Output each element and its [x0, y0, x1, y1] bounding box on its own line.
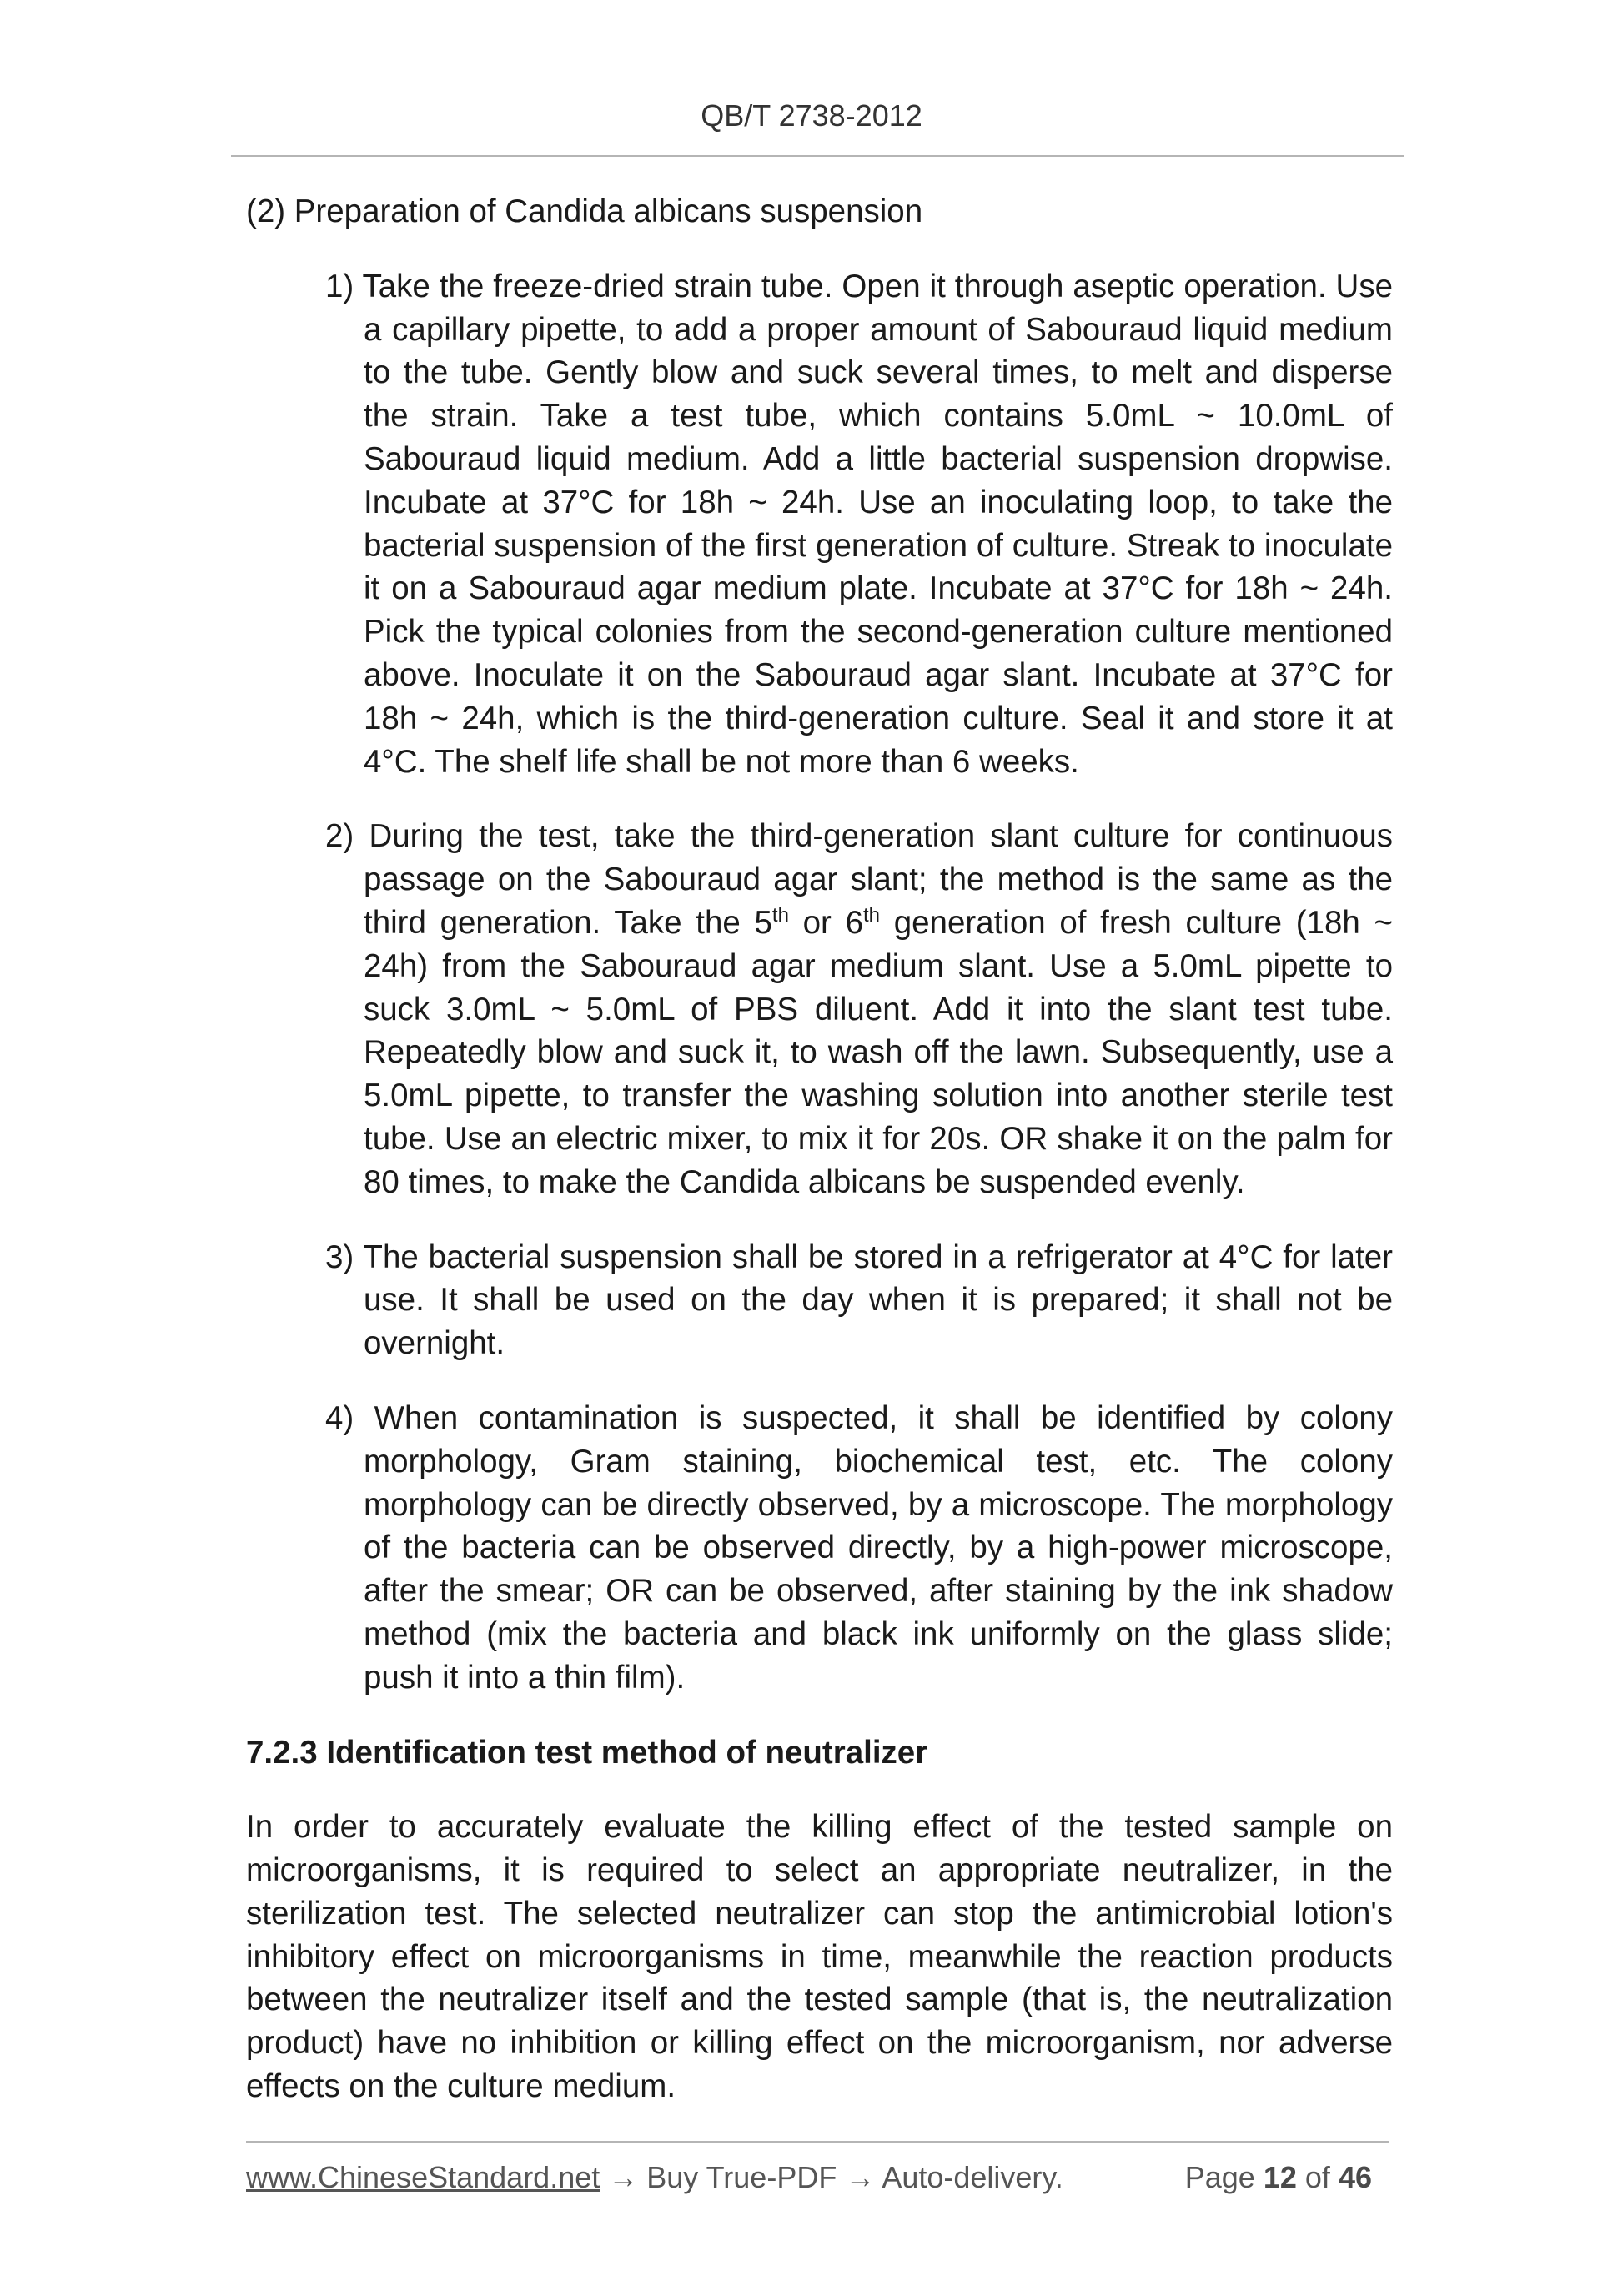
of-label: of [1304, 2160, 1330, 2194]
footer-divider [246, 2141, 1389, 2143]
page-label: Page [1184, 2160, 1255, 2194]
header-divider [231, 155, 1404, 157]
list-item-text: 2) During the test, take the third-generation slant culture for continuous passage on the Sabouraud agar slant; the method is the same as the third generation. Take the 5 [325, 818, 1393, 941]
ordinal-superscript: th [771, 904, 789, 927]
document-code: QB/T 2738-2012 [701, 98, 922, 133]
footer-promo [246, 2160, 1063, 2195]
list-item-text: or 6 [788, 904, 863, 941]
list-item: 4) When contamination is suspected, it shall be identified by colony morphology, Gram staining, biochemical test, etc. The colony morphology can be directly observed, by a microscope. The morphology of the bacteria can be observed directly, by a high-power microscope, after the smear; OR can be observed, after staining by the ink shadow method (mix the bacteria and black ink uniformly on the glass slide; push it into a thin film). [325, 1399, 1393, 1696]
page-header [0, 98, 1623, 133]
list-item-text: generation of fresh culture (18h ~ 24h) from the Sabouraud agar medium slant. Use a 5.0mL pipette to suck 3.0mL ~ 5.0mL of PBS diluent. Add it into the slant test tube. Repeatedly blow and suck it, to wash off the lawn. Subsequently, use a 5.0mL pipette, to transfer the washing solution into another sterile test tube. Use an electric mixer, to mix it for 20s. OR shake it on the palm for 80 times, to make the Candida albicans be suspended evenly. [364, 904, 1393, 1200]
promo-text: → Buy True-PDF → Auto-delivery. [600, 2160, 1063, 2194]
list-item: 3) The bacterial suspension shall be stored in a refrigerator at 4°C for later use. It shall be used on the day when it is prepared; it shall not be overnight. [325, 1238, 1393, 1362]
document-body [246, 190, 1393, 2108]
procedure-list [246, 265, 1393, 1700]
section-paragraph: In order to accurately evaluate the killing effect of the tested sample on microorganisms, it is required to select an appropriate neutralizer, in the sterilization test. The selected neutralizer can stop the antimicrobial lotion's inhibitory effect on microorganisms in time, meanwhile the reaction products between the neutralizer itself and the tested sample (that is, the neutralization product) have no inhibition or killing effect on the microorganism, nor adverse effects on the culture medium. [246, 1809, 1393, 2105]
page-number: 12 [1263, 2160, 1297, 2194]
list-item [246, 815, 1393, 1203]
ordinal-superscript: th [863, 904, 881, 927]
list-item: 1) Take the freeze-dried strain tube. Open it through aseptic operation. Use a capillary pipette, to add a proper amount of Sabouraud liquid medium to the tube. Gently blow and suck several times, to melt and disperse the strain. Take a test tube, which contains 5.0mL ~ 10.0mL of Sabouraud liquid medium. Add a little bacterial suspension dropwise. Incubate at 37°C for 18h ~ 24h. Use an inoculating loop, to take the bacterial suspension of the first generation of culture. Streak to inoculate it on a Sabouraud agar medium plate. Incubate at 37°C for 18h ~ 24h. Pick the typical colonies from the second-generation culture mentioned above. Inoculate it on the Sabouraud agar slant. Incubate at 37°C for 18h ~ 24h, which is the third-generation culture. Seal it and store it at 4°C. The shelf life shall be not more than 6 weeks. [325, 268, 1393, 780]
page-indicator [1185, 2160, 1372, 2195]
section-title: 7.2.3 Identification test method of neutralizer [246, 1734, 928, 1771]
total-pages: 46 [1338, 2160, 1372, 2194]
subheading: (2) Preparation of Candida albicans suspension [246, 193, 923, 229]
website-link[interactable]: www.ChineseStandard.net [246, 2160, 600, 2194]
